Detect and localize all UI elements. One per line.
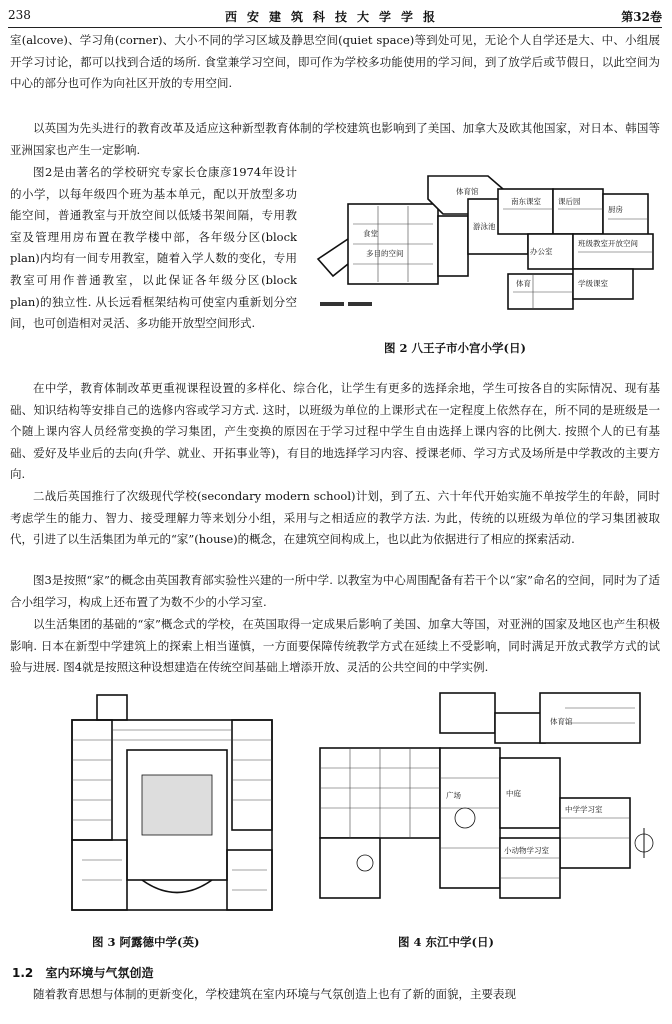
fig2-label-3: 食堂: [363, 229, 378, 238]
paragraph-4: 在中学，教育体制改革更重视课程设置的多样化、综合化，让学生有更多的选择余地，学生可按各自的实际情况、现有基础、知识结构等安排自己的选修内容或学习方式. 这时，以班级为单位的上课形式在一定程度上依然存在，所不同的是班级是一个随上课内容人员经常变换的学习集团，产生变换的原因在于学习过程中学生自由选择上课内容的比例大. 按照个人的已有基础、爱好及毕业后的去向(升学、就业、开拓事业等)，有目的地选择学习内容、授课老师、学习方式及场所是中学教改的主要方向.: [10, 381, 660, 482]
figure-4-drawing: [310, 688, 662, 924]
fig2-label-10: 体育: [516, 279, 531, 288]
figure-2-drawing: [308, 164, 664, 329]
paragraph-7: 以生活集团的基础的“家”概念式的学校，在英国取得一定成果后影响了美国、加拿大等国，对亚洲的国家及地区也产生积极影响. 日本在新型中学建筑上的探索上相当谨慎，一方面要保障传统教学方式在延续上不受影响，同时满足开放式教学方式的试验与进展. 图4就是按照这种设想建造在传统空间基础上增添开放、灵活的公共空间的中学实例.: [10, 617, 660, 675]
fig2-label-2: 游泳池: [473, 222, 496, 231]
paragraph-8: 随着教育思想与体制的更新变化，学校建筑在室内环境与气氛创造上也有了新的面貌，主要表现: [33, 987, 516, 1001]
fig2-label-6: 南东课室: [511, 197, 541, 206]
paragraph-5: 二战后英国推行了次级现代学校(secondary modern school)计划，到了五、六十年代开始实施不单按学生的年龄，同时考虑学生的能力、智力、接受理解力等来划分小组，采用与之相适应的教学方法. 为此，传统的以班级为单位的学习集团被取代，引进了以生活集团为单元的“家”(house)的概念，在建筑空间构成上，也以此为依据进行了相应的探索活动.: [10, 489, 660, 547]
figure-3-caption: 图 3 阿露德中学(英): [92, 935, 200, 949]
fig4-label-4: 广场: [446, 791, 461, 800]
fig4-label-2: 体育馆: [550, 717, 573, 726]
fig2-label-11: 学级课室: [578, 279, 608, 288]
fig2-label-9: 班级教室开放空间: [578, 239, 638, 248]
north-arrow-icon: [635, 828, 653, 858]
page-number: 238: [8, 8, 31, 22]
figure-3-drawing: [62, 690, 284, 922]
paragraph-2: 以英国为先头进行的教育改革及适应这种新型教育体制的学校建筑也影响到了美国、加拿大及欧其他国家，对日本、韩国等亚洲国家也产生一定影响.: [10, 121, 660, 157]
figure-2-caption: 图 2 八王子市小宫小学(日): [384, 341, 526, 355]
fig2-label-4: 多目的空间: [366, 249, 404, 258]
figure-2-plan: [308, 164, 664, 329]
fig4-label-1: 中庭: [506, 789, 521, 798]
section-number: 1.2: [12, 966, 34, 980]
fig4-label-3: 中学学习室: [565, 805, 603, 814]
figure-4-caption: 图 4 东江中学(日): [398, 935, 494, 949]
paragraph-6: 图3是按照“家”的概念由英国教育部实验性兴建的一所中学. 以教室为中心周围配备有若干个以“家”命名的空间，同时为了适合小组学习，构成上还布置了为数不少的小学习室.: [10, 573, 660, 609]
paragraph-3: 图2是由著名的学校研究专家长仓康彦1974年设计的小学，以每年级四个班为基本单元，配以开放型多功能空间，普通教室与开放空间以低矮书架间隔，专用教室及管理用房布置在教学楼中部，各年级分区(block plan)内均有一间专用教室，随着入学人数的变化，专用教室可用作普通教室，以此保证各年级分区(block plan)的独立性. 从长远看框架结构可使室内重新划分空间，也可创造相对灵活、多功能开放型空间形式.: [10, 165, 297, 331]
running-header: [8, 6, 662, 28]
section-heading: [12, 964, 153, 981]
header-rule: [8, 27, 662, 28]
paragraph-1: 室(alcove)、学习角(corner)、大小不同的学习区域及静思空间(quiet space)等到处可见，无论个人自学还是大、中、小组展开学习讨论，都可以找到合适的场所. 食堂兼学习空间，即可作为学校多功能使用的学习间，到了放学后或节假日，以此空间为中心的部分也可作为向社区开放的专用空间.: [10, 33, 660, 91]
fig2-label-8: 厨房: [608, 205, 623, 214]
fig2-label-1: 体育馆: [456, 187, 479, 196]
figure-4-plan: [310, 688, 662, 924]
volume-label: 第32卷: [621, 10, 662, 24]
journal-title: 西安建筑科技大学学报: [224, 10, 445, 24]
fig2-label-7: 课后园: [558, 197, 581, 206]
fig2-label-5: 办公室: [530, 247, 553, 256]
section-title: 室内环境与气氛创造: [45, 966, 154, 980]
figure-3-plan: [62, 690, 284, 922]
fig4-label-5: 小动物学习室: [504, 846, 549, 855]
